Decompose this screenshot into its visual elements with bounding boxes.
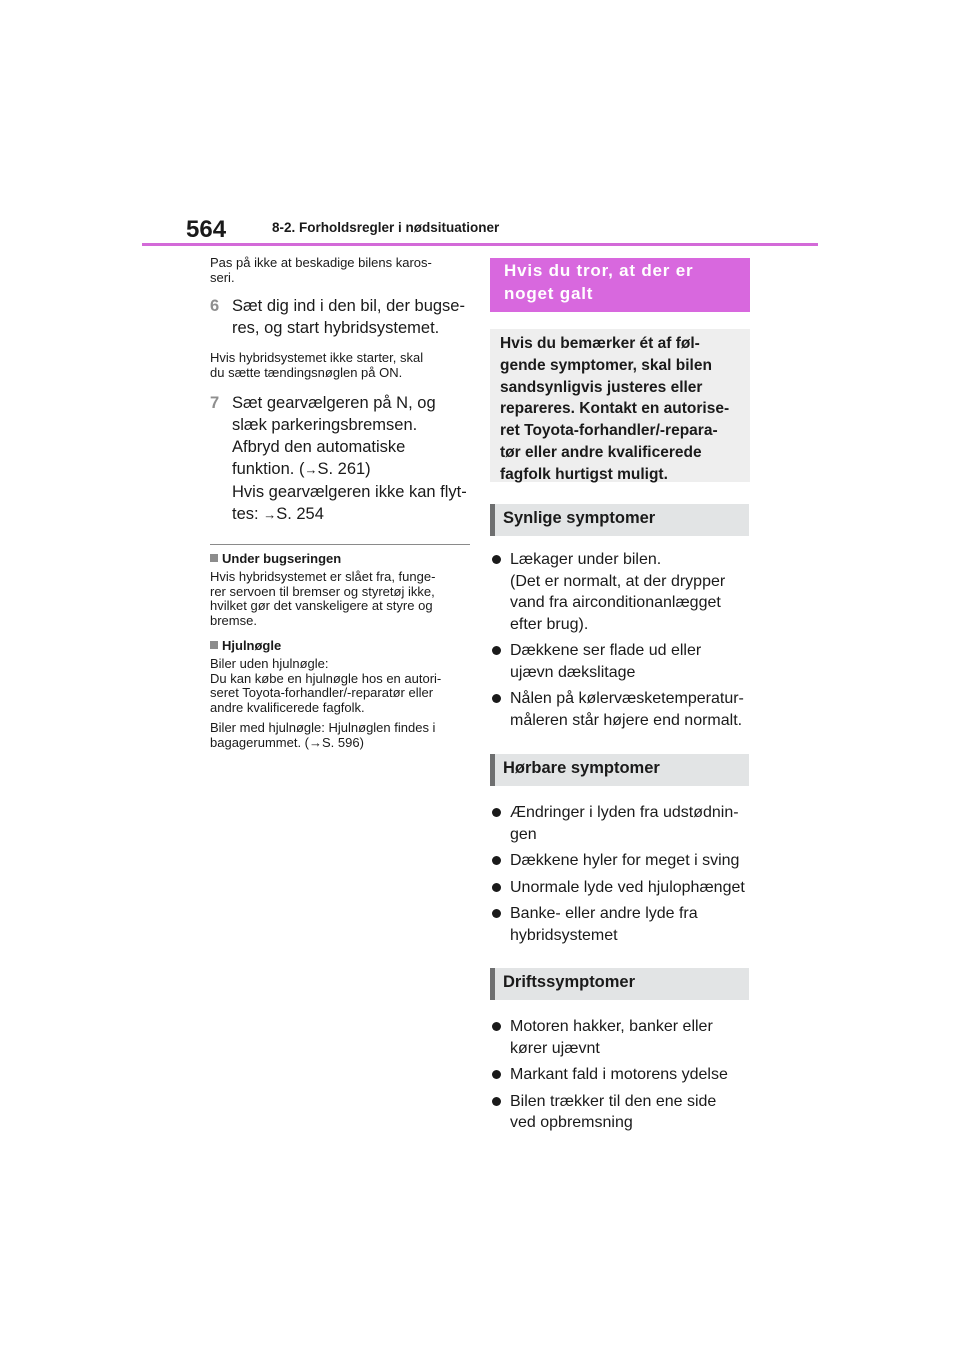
note-heading-under-bugseringen: Under bugseringen xyxy=(210,551,470,566)
bullet-dot-icon xyxy=(492,883,501,892)
step-text: Sæt gearvælgeren på N, og slæk parkeringsbremsen. Afbryd den automatiske funktion. (→S. 261) Hvis gearvælgeren ikke kan flyt- tes: →S. 254 xyxy=(232,394,467,523)
arrow-right-icon: → xyxy=(309,734,322,750)
intro-text: Pas på ikke at beskadige bilens karos- seri. xyxy=(210,255,432,285)
bullet-dot-icon xyxy=(492,909,501,918)
subheading-driftssymptomer: Driftssymptomer xyxy=(490,968,749,1000)
page-reference-link[interactable]: S. 261) xyxy=(317,460,371,478)
bullet-dot-icon xyxy=(492,856,501,865)
step-7 xyxy=(210,392,470,526)
list-item: Motoren hakker, banker eller kører ujævnt xyxy=(490,1016,750,1059)
bullet-dot-icon xyxy=(492,1097,501,1106)
list-item: Unormale lyde ved hjulophænget xyxy=(490,877,750,899)
topic-title-box: Hvis du tror, at der er noget galt xyxy=(490,258,750,312)
list-item: Dækkene hyler for meget i sving xyxy=(490,850,750,872)
note-text-hjulnogle: Biler uden hjulnøgle: Du kan købe en hjulnøgle hos en autori- seret Toyota-forhandler/-reparatør eller andre kvalificerede fagfolk. xyxy=(210,656,442,715)
header-rule xyxy=(142,243,818,246)
bullet-dot-icon xyxy=(492,555,501,564)
step-6-note: Hvis hybridsystemet ikke starter, skal du sætte tændingsnøglen på ON. xyxy=(210,350,424,380)
list-item: Lækager under bilen. (Det er normalt, at der drypper vand fra airconditionanlægget efter brug). xyxy=(490,549,750,635)
note-text-under-bugseringen: Hvis hybridsystemet er slået fra, funge- rer servoen til bremser og styretøj ikke, hvilket gør det vanskeligere at styre og bremse. xyxy=(210,569,436,628)
square-bullet-icon xyxy=(210,554,218,562)
note-heading-hjulnogle: Hjulnøgle xyxy=(210,638,470,653)
step-number: 6 xyxy=(210,297,220,315)
subheading-horbare-symptomer: Hørbare symptomer xyxy=(490,754,749,786)
arrow-right-icon: → xyxy=(304,462,318,477)
note-text-hjulnogle-2: Biler med hjulnøgle: Hjulnøglen findes i bagagerummet. (→S. 596) xyxy=(210,720,436,750)
list-driftssymptomer xyxy=(490,1016,750,1134)
bullet-dot-icon xyxy=(492,1022,501,1031)
section-divider xyxy=(210,544,470,545)
page-reference-link[interactable]: S. 596) xyxy=(322,734,364,750)
left-column xyxy=(210,256,470,750)
right-column xyxy=(490,258,750,1134)
bullet-dot-icon xyxy=(492,646,501,655)
step-6 xyxy=(210,295,470,339)
intro-info-box: Hvis du bemærker ét af føl- gende symptomer, skal bilen sandsynligvis justeres eller repareres. Kontakt en autorise- ret Toyota-forhandler/-repara- tør eller andre kvalificerede fagfolk hurtigst muligt. xyxy=(490,329,750,482)
bullet-dot-icon xyxy=(492,1070,501,1079)
page-header xyxy=(142,212,818,248)
square-bullet-icon xyxy=(210,641,218,649)
page-number: 564 xyxy=(186,216,227,243)
bullet-dot-icon xyxy=(492,694,501,703)
list-item: Markant fald i motorens ydelse xyxy=(490,1064,750,1086)
section-title: 8-2. Forholdsregler i nødsituationer xyxy=(272,220,500,235)
list-item: Bilen trækker til den ene side ved opbremsning xyxy=(490,1091,750,1134)
page-reference-link[interactable]: S. 254 xyxy=(276,505,324,523)
list-synlige-symptomer xyxy=(490,549,750,731)
list-horbare-symptomer xyxy=(490,802,750,946)
bullet-dot-icon xyxy=(492,808,501,817)
subheading-synlige-symptomer: Synlige symptomer xyxy=(490,504,749,536)
step-text: Sæt dig ind i den bil, der bugse- res, og start hybridsystemet. xyxy=(232,297,465,337)
list-item: Ændringer i lyden fra udstødnin- gen xyxy=(490,802,750,845)
list-item: Banke- eller andre lyde fra hybridsystemet xyxy=(490,903,750,946)
list-item: Dækkene ser flade ud eller ujævn dækslitage xyxy=(490,640,750,683)
step-number: 7 xyxy=(210,394,220,412)
arrow-right-icon: → xyxy=(263,507,277,522)
list-item: Nålen på kølervæsketemperatur- måleren står højere end normalt. xyxy=(490,688,750,731)
